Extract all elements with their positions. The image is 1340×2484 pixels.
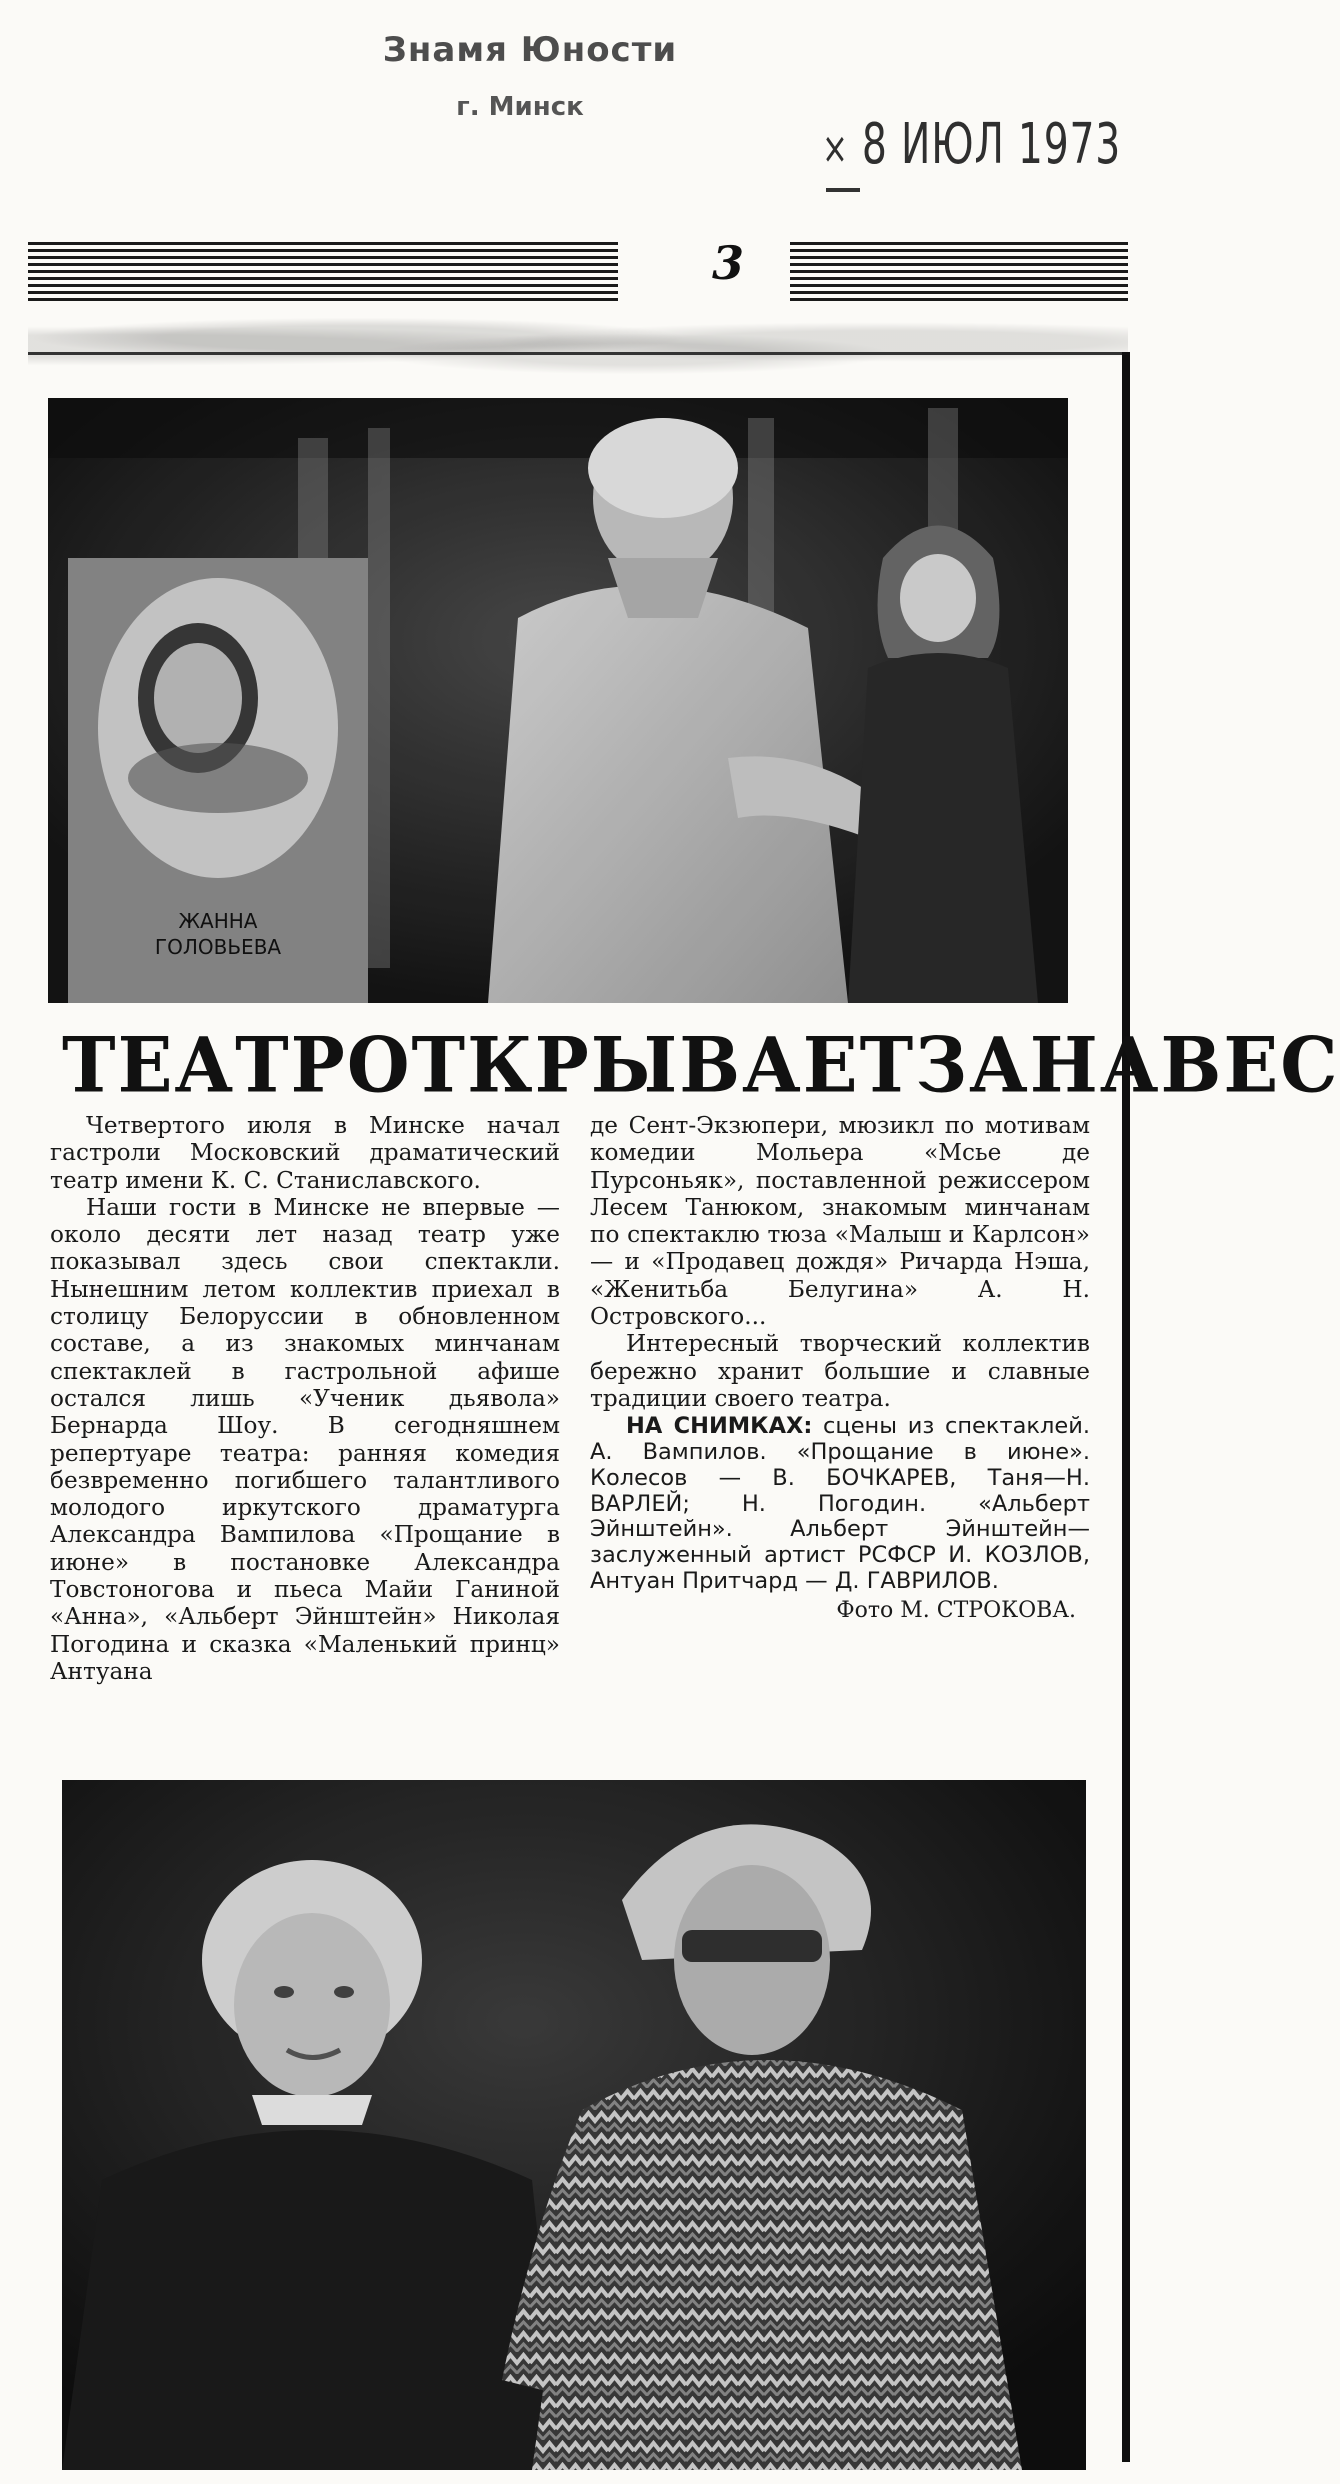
top-photo [48, 398, 1068, 1003]
poster-line-2: ГОЛОВЬЕВА [154, 935, 282, 959]
paragraph: Интересный творческий коллектив бережно хранит большие и славные традиции своего театра. [590, 1330, 1090, 1412]
article-headline [62, 1020, 1340, 1110]
paragraph-continued: де Сент-Экзюпери, мюзикл по мотивам комедии Мольера «Мсье де Пурсоньяк», поставленной режиссером Лесем Танюком, знакомым минчанам по спектаклю тюза «Малыш и Карлсон» — и «Продавец дождя» Ричарда Нэша, «Женитьба Белугина» А. Н. Островского... [590, 1112, 1090, 1331]
date-text: 8 ИЮЛ 1973 [861, 112, 1122, 177]
captions-label: НА СНИМКАХ: [626, 1413, 813, 1440]
city-stamp: г. Минск [456, 92, 584, 122]
paragraph: Четвертого июля в Минске начал гастроли Московский драматический театр имени К. С. Станиславского. [50, 1112, 560, 1194]
article-column-right [590, 1112, 1090, 1624]
captions-text: сцены из спектаклей. А. Вампилов. «Прощание в июне». Колесов — В. БОЧКАРЕВ, Таня—Н. ВАРЛЕЙ; Н. Погодин. «Альберт Эйнштейн». Альберт Эйнштейн—заслуженный артист РСФСР И. КОЗЛОВ, Антуан Притчард — Д. ГАВРИЛОВ. [590, 1413, 1090, 1595]
page-number: 3 [712, 236, 745, 290]
article-column-left [50, 1112, 560, 1685]
date-underline [826, 188, 860, 192]
poster-line-1: ЖАННА [178, 909, 258, 933]
bleed-through-texture [28, 306, 1128, 386]
top-photo-image [48, 398, 1068, 1003]
headline-word-1: ТЕАТР [62, 1020, 347, 1110]
headline-word-2: ОТКРЫВАЕТ [346, 1020, 916, 1110]
photo-captions [590, 1414, 1090, 1595]
header-rule-right [790, 242, 1128, 302]
bottom-photo-image [62, 1780, 1086, 2470]
photo-credit-text: Фото М. СТРОКОВА. [836, 1597, 1076, 1623]
frame-right-rule [1122, 352, 1130, 2462]
frame-top-rule [28, 352, 1130, 355]
date-stamp [822, 112, 1121, 177]
photo-credit [590, 1597, 1090, 1624]
headline-word-3: ЗАНАВЕС [915, 1020, 1340, 1110]
header-rule-left [28, 242, 618, 302]
date-prefix-mark: × [822, 123, 849, 174]
publication-stamp: Знамя Юности [382, 30, 678, 70]
paragraph: Наши гости в Минске не впервые — около десяти лет назад театр уже показывал здесь свои спектакли. Нынешним летом коллектив приехал в столицу Белоруссии в обновленном составе, а из знакомых минчанам спектаклей в гастрольной афише остался лишь «Ученик дьявола» Бернарда Шоу. В сегодняшнем репертуаре театра: ранняя комедия безвременно погибшего талантливого молодого иркутского драматурга Александра Вампилова «Прощание в июне» в постановке Александра Товстоногова и пьеса Майи Ганиной «Анна», «Альберт Эйнштейн» Николая Погодина и сказка «Маленький принц» Антуана [50, 1193, 560, 1685]
bottom-photo [62, 1780, 1086, 2470]
